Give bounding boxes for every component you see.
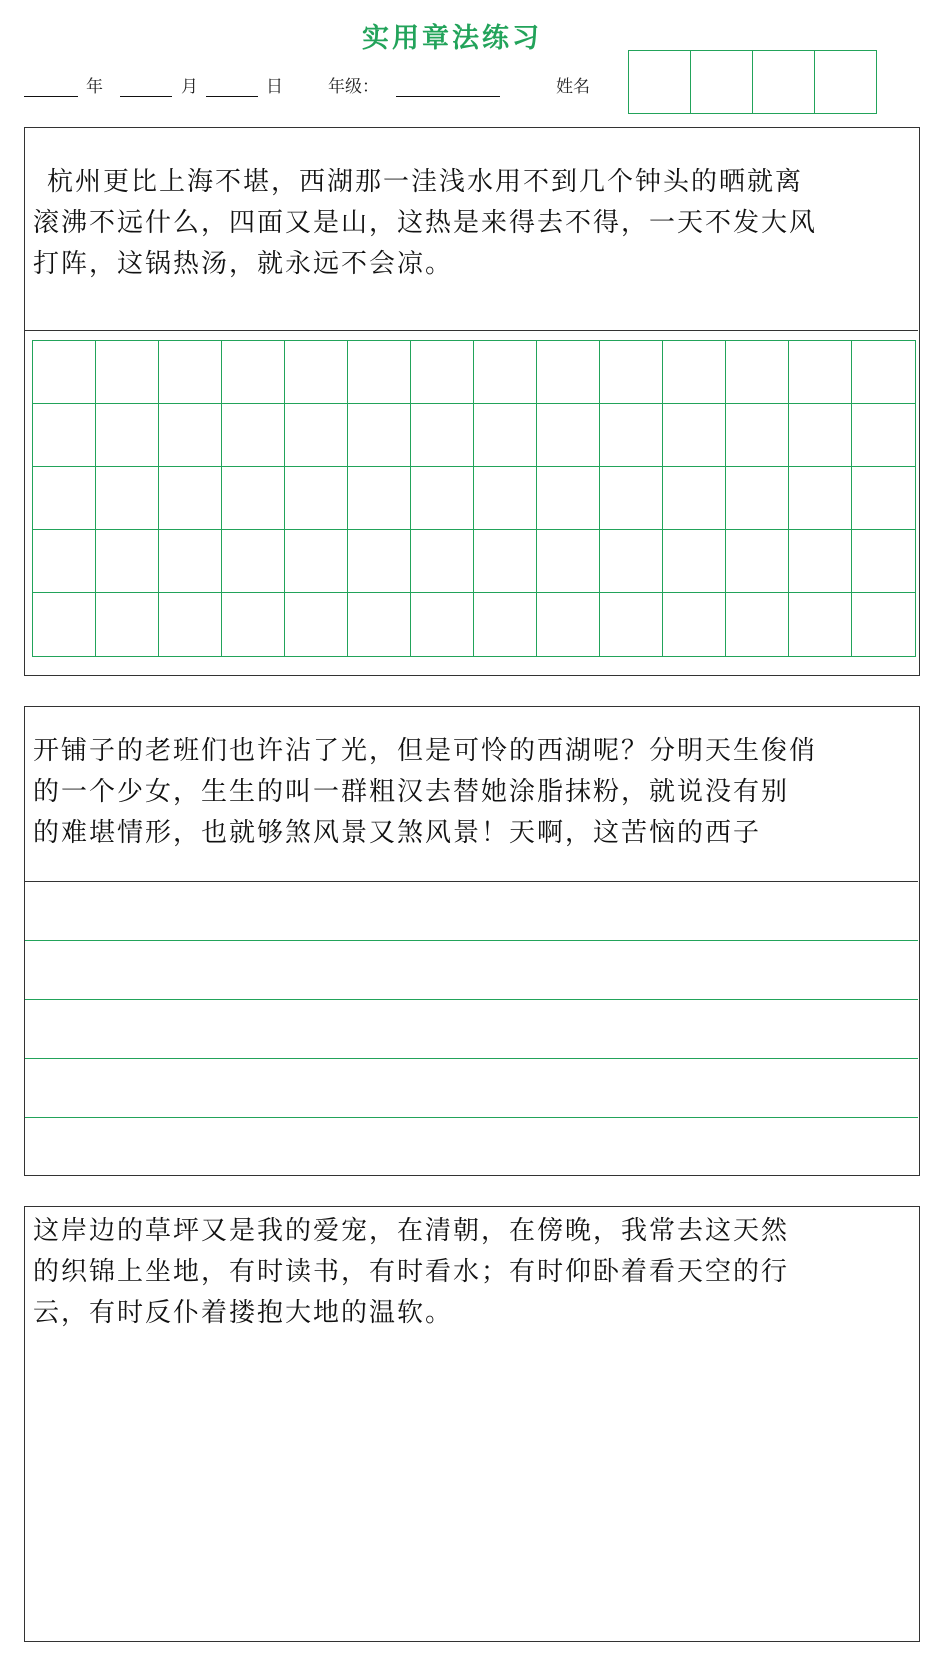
grid-cell[interactable] xyxy=(726,530,789,593)
prompt-text xyxy=(25,162,921,285)
grid-cell[interactable] xyxy=(285,530,348,593)
name-box[interactable] xyxy=(753,51,815,113)
grid-cell[interactable] xyxy=(411,530,474,593)
grid-cell[interactable] xyxy=(348,341,411,404)
prompt-text xyxy=(25,731,921,854)
grid-cell[interactable] xyxy=(96,341,159,404)
month-field[interactable] xyxy=(120,96,172,97)
free-writing-area[interactable] xyxy=(25,1337,918,1637)
grid-cell[interactable] xyxy=(474,593,537,656)
grade-field[interactable] xyxy=(396,96,500,97)
grid-cell[interactable] xyxy=(852,530,915,593)
grid-cell[interactable] xyxy=(222,530,285,593)
writing-line[interactable] xyxy=(25,1117,918,1118)
grade-label: 年级： xyxy=(328,77,379,97)
grid-cell[interactable] xyxy=(159,467,222,530)
section-divider xyxy=(25,330,918,331)
grid-cell[interactable] xyxy=(600,341,663,404)
name-box[interactable] xyxy=(629,51,691,113)
grid-cell[interactable] xyxy=(222,467,285,530)
grid-cell[interactable] xyxy=(33,467,96,530)
grid-cell[interactable] xyxy=(285,467,348,530)
grid-cell[interactable] xyxy=(33,341,96,404)
grid-cell[interactable] xyxy=(411,341,474,404)
prompt-line: 滚沸不远什么，四面又是山，这热是来得去不得，一天不发大风 xyxy=(33,208,818,238)
grid-cell[interactable] xyxy=(663,467,726,530)
grid-cell[interactable] xyxy=(159,593,222,656)
prompt-line: 开铺子的老班们也许沾了光，但是可怜的西湖呢？分明天生俊俏 xyxy=(33,736,818,766)
grid-cell[interactable] xyxy=(348,404,411,467)
grid-cell[interactable] xyxy=(789,467,852,530)
grid-cell[interactable] xyxy=(537,341,600,404)
grid-cell[interactable] xyxy=(285,404,348,467)
grid-cell[interactable] xyxy=(96,404,159,467)
grid-cell[interactable] xyxy=(600,467,663,530)
grid-cell[interactable] xyxy=(96,467,159,530)
name-box[interactable] xyxy=(691,51,753,113)
grid-cell[interactable] xyxy=(537,530,600,593)
grid-cell[interactable] xyxy=(663,341,726,404)
grid-cell[interactable] xyxy=(474,341,537,404)
prompt-line: 云，有时反仆着搂抱大地的温软。 xyxy=(33,1298,454,1328)
grid-cell[interactable] xyxy=(537,404,600,467)
writing-line[interactable] xyxy=(25,1058,918,1059)
grid-cell[interactable] xyxy=(222,404,285,467)
grid-cell[interactable] xyxy=(411,404,474,467)
grid-cell[interactable] xyxy=(159,341,222,404)
grid-cell[interactable] xyxy=(600,593,663,656)
grid-cell[interactable] xyxy=(726,341,789,404)
grid-cell[interactable] xyxy=(474,530,537,593)
grid-cell[interactable] xyxy=(726,404,789,467)
writing-grid xyxy=(32,340,916,657)
grid-cell[interactable] xyxy=(726,467,789,530)
grid-cell[interactable] xyxy=(33,530,96,593)
grid-cell[interactable] xyxy=(285,593,348,656)
name-box[interactable] xyxy=(815,51,876,113)
grid-cell[interactable] xyxy=(33,593,96,656)
grid-cell[interactable] xyxy=(159,530,222,593)
grid-cell[interactable] xyxy=(348,593,411,656)
grid-cell[interactable] xyxy=(537,593,600,656)
grid-cell[interactable] xyxy=(348,530,411,593)
year-field[interactable] xyxy=(24,96,78,97)
grid-cell[interactable] xyxy=(663,593,726,656)
grid-cell[interactable] xyxy=(663,404,726,467)
grid-cell[interactable] xyxy=(789,593,852,656)
grid-cell[interactable] xyxy=(852,404,915,467)
writing-line[interactable] xyxy=(25,940,918,941)
grid-cell[interactable] xyxy=(852,593,915,656)
grid-cell[interactable] xyxy=(537,467,600,530)
grid-cell[interactable] xyxy=(411,467,474,530)
prompt-line: 这岸边的草坪又是我的爱宠，在清朝，在傍晚，我常去这天然 xyxy=(33,1216,790,1246)
prompt-line: 杭州更比上海不堪，西湖那一洼浅水用不到几个钟头的晒就离 xyxy=(47,167,804,197)
grid-cell[interactable] xyxy=(726,593,789,656)
grid-cell[interactable] xyxy=(474,404,537,467)
grid-cell[interactable] xyxy=(96,593,159,656)
grid-cell[interactable] xyxy=(600,404,663,467)
practice-panel-lines xyxy=(24,706,920,1176)
writing-line[interactable] xyxy=(25,999,918,1000)
day-label: 日 xyxy=(266,77,283,97)
grid-cell[interactable] xyxy=(852,467,915,530)
grid-cell[interactable] xyxy=(474,467,537,530)
grid-cell[interactable] xyxy=(96,530,159,593)
grid-cell[interactable] xyxy=(285,341,348,404)
page-title: 实用章法练习 xyxy=(362,23,542,54)
grid-cell[interactable] xyxy=(222,341,285,404)
prompt-line: 打阵，这锅热汤，就永远不会凉。 xyxy=(33,249,454,279)
month-label: 月 xyxy=(181,77,198,97)
grid-cell[interactable] xyxy=(852,341,915,404)
grid-cell[interactable] xyxy=(411,593,474,656)
grid-cell[interactable] xyxy=(222,593,285,656)
name-boxes xyxy=(628,50,877,114)
year-label: 年 xyxy=(86,77,103,97)
grid-cell[interactable] xyxy=(159,404,222,467)
grid-cell[interactable] xyxy=(789,341,852,404)
prompt-text xyxy=(25,1211,921,1334)
grid-cell[interactable] xyxy=(789,404,852,467)
prompt-line: 的织锦上坐地，有时读书，有时看水；有时仰卧着看天空的行 xyxy=(33,1257,790,1287)
grid-cell[interactable] xyxy=(348,467,411,530)
grid-cell[interactable] xyxy=(789,530,852,593)
practice-panel-grid xyxy=(24,127,920,676)
grid-cell[interactable] xyxy=(600,530,663,593)
prompt-line: 的难堪情形，也就够煞风景又煞风景！天啊，这苦恼的西子 xyxy=(33,818,762,848)
grid-cell[interactable] xyxy=(33,404,96,467)
practice-panel-free xyxy=(24,1206,920,1642)
section-divider xyxy=(25,881,918,882)
name-label: 姓名 xyxy=(556,77,590,97)
day-field[interactable] xyxy=(206,96,258,97)
grid-cell[interactable] xyxy=(663,530,726,593)
prompt-line: 的一个少女，生生的叫一群粗汉去替她涂脂抹粉，就说没有别 xyxy=(33,777,790,807)
